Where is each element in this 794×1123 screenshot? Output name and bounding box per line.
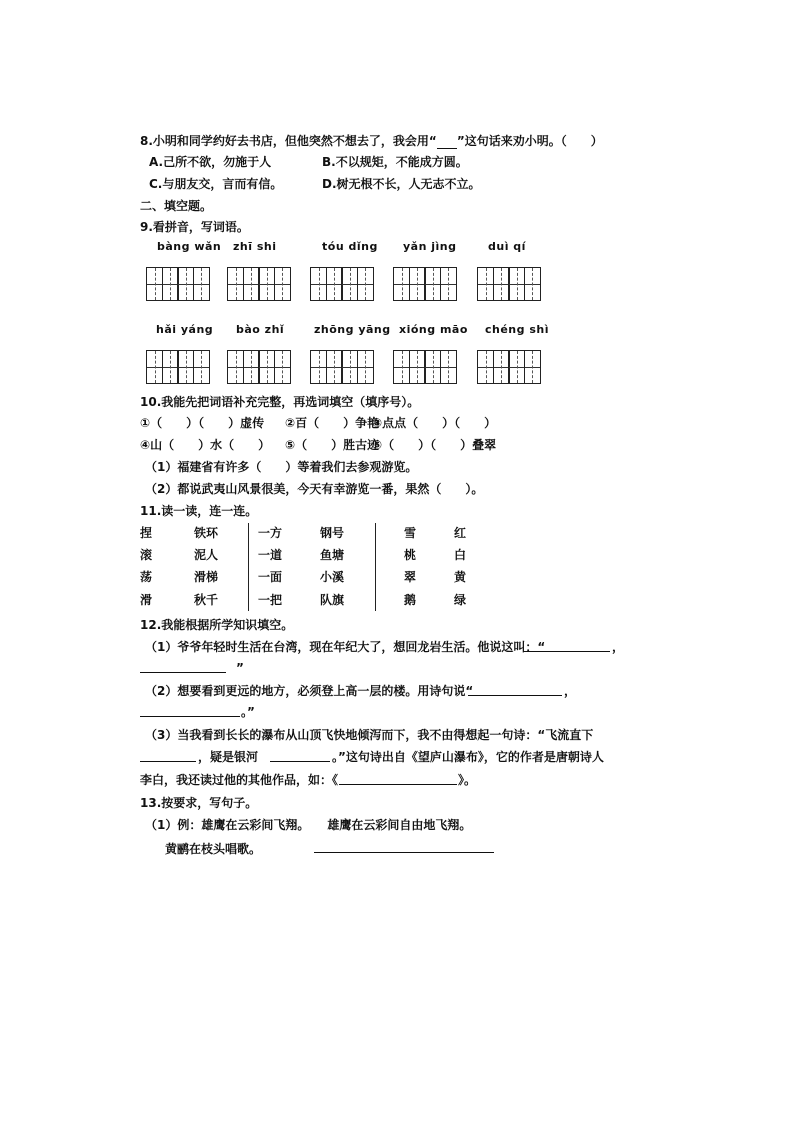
match-measure-4[interactable]: 一把: [258, 593, 283, 607]
q12-s1: （1）爷爷年轻时生活在台湾，现在年纪大了，想回龙岩生活。他说这叫：“: [145, 640, 546, 654]
match-measure-2[interactable]: 一道: [258, 548, 283, 562]
q12-s1-close: ”: [236, 661, 244, 675]
q12-s1-blank-2[interactable]: [140, 672, 226, 673]
match-color-4[interactable]: 绿: [454, 593, 467, 607]
q12-s2: （2）想要看到更远的地方，必须登上高一层的楼。用诗句说“: [145, 684, 474, 698]
q8-stem: [140, 133, 603, 149]
pinyin-1-3: tóu dǐng: [322, 240, 378, 253]
match-thing-4[interactable]: 鹅: [404, 593, 417, 607]
divider-2: [375, 523, 376, 611]
pinyin-1-1: bàng wǎn: [157, 240, 222, 253]
match-thing-3[interactable]: 翠: [404, 570, 417, 584]
q11-title: 11.读一读，连一连。: [140, 504, 258, 518]
match-thing-1[interactable]: 雪: [404, 526, 417, 540]
match-left-4[interactable]: 滑: [140, 593, 153, 607]
q8-stem-a: 8.小明和同学约好去书店，但他突然不想去了，我会用“: [140, 134, 437, 148]
divider-1: [248, 523, 249, 611]
match-left-3[interactable]: 荡: [140, 570, 153, 584]
writing-grid-2-1[interactable]: [146, 350, 208, 384]
pinyin-2-3: zhōng yāng: [314, 323, 391, 336]
match-measure-3[interactable]: 一面: [258, 570, 283, 584]
writing-grid-2-2[interactable]: [227, 350, 289, 384]
q12-s3-blank-2[interactable]: [270, 761, 330, 762]
pinyin-1-4: yǎn jìng: [403, 240, 457, 253]
match-color-3[interactable]: 黄: [454, 570, 467, 584]
q12-s2-comma: ，: [564, 684, 577, 698]
q8-option-b[interactable]: B.不以规矩，不能成方圆。: [322, 155, 468, 169]
match-color-1[interactable]: 红: [454, 526, 467, 540]
q13-answer-line[interactable]: [314, 852, 494, 853]
writing-grid-2-3[interactable]: [310, 350, 372, 384]
pinyin-2-2: bào zhǐ: [236, 323, 285, 336]
q10-title: 10.我能先把词语补充完整，再选词填空（填序号）。: [140, 395, 420, 409]
match-mid-1[interactable]: 铁环: [194, 526, 219, 540]
q13-task: 黄鹂在枝头唱歌。: [165, 842, 262, 856]
q10-item-2[interactable]: ②百（ ）争艳: [285, 416, 380, 430]
section-2-heading: 二、填空题。: [140, 199, 213, 213]
q8-option-d[interactable]: D.树无根不长，人无志不立。: [322, 177, 481, 191]
pinyin-2-5: chéng shì: [485, 323, 549, 336]
q12-s2-blank-1[interactable]: [468, 695, 562, 696]
writing-grid-1-1[interactable]: [146, 267, 208, 301]
q12-s3-line3: 李白，我还读过他的其他作品，如：《: [140, 773, 339, 787]
writing-grid-2-4[interactable]: [393, 350, 455, 384]
q10-item-6[interactable]: ⑥（ ）（ ）叠翠: [372, 438, 497, 452]
q12-s3-blank-3[interactable]: [339, 784, 457, 785]
match-mid-2[interactable]: 泥人: [194, 548, 219, 562]
writing-grid-2-5[interactable]: [477, 350, 539, 384]
match-thing-2[interactable]: 桃: [404, 548, 417, 562]
match-mid-3[interactable]: 滑梯: [194, 570, 219, 584]
match-noun-2[interactable]: 鱼塘: [320, 548, 345, 562]
q10-item-4[interactable]: ④山（ ）水（ ）: [140, 438, 271, 452]
q12-title: 12.我能根据所学知识填空。: [140, 618, 294, 632]
match-left-1[interactable]: 捏: [140, 526, 153, 540]
writing-grid-1-3[interactable]: [310, 267, 372, 301]
match-measure-1[interactable]: 一方: [258, 526, 283, 540]
q12-s3-mid: ，疑是银河: [198, 750, 259, 764]
q10-item-5[interactable]: ⑤（ ）胜古迹: [285, 438, 380, 452]
q10-sentence-1[interactable]: （1）福建省有许多（ ）等着我们去参观游览。: [145, 460, 418, 474]
q12-s3-line3-end: 》。: [458, 773, 477, 787]
pinyin-2-4: xióng māo: [399, 323, 468, 336]
writing-grid-1-5[interactable]: [477, 267, 539, 301]
writing-grid-1-2[interactable]: [227, 267, 289, 301]
q12-s3: （3）当我看到长长的瀑布从山顶飞快地倾泻而下，我不由得想起一句诗：“飞流直下: [145, 728, 594, 742]
match-noun-4[interactable]: 队旗: [320, 593, 345, 607]
q10-sentence-2[interactable]: （2）都说武夷山风景很美，今天有幸游览一番，果然（ ）。: [145, 482, 484, 496]
writing-grid-1-4[interactable]: [393, 267, 455, 301]
match-color-2[interactable]: 白: [454, 548, 467, 562]
q13-title: 13.按要求，写句子。: [140, 796, 258, 810]
match-left-2[interactable]: 滚: [140, 548, 153, 562]
q8-option-a[interactable]: A.己所不欲，勿施于人: [149, 155, 272, 169]
q13-example: （1）例：雄鹰在云彩间飞翔。 雄鹰在云彩间自由地飞翔。: [145, 818, 472, 832]
q8-option-c[interactable]: C.与朋友交，言而有信。: [149, 177, 283, 191]
q8-blank[interactable]: [437, 136, 457, 149]
pinyin-1-5: duì qí: [488, 240, 526, 253]
q12-s2-blank-2[interactable]: [140, 716, 240, 717]
pinyin-1-2: zhī shi: [233, 240, 277, 253]
q8-stem-b: ”这句话来劝小明。（ ）: [456, 134, 603, 148]
q9-title: 9.看拼音，写词语。: [140, 220, 249, 234]
q12-s1-comma: ，: [612, 640, 625, 654]
match-noun-3[interactable]: 小溪: [320, 570, 345, 584]
match-noun-1[interactable]: 钢号: [320, 526, 345, 540]
q12-s1-blank-1[interactable]: [524, 651, 610, 652]
q12-s3-end: 。”这句诗出自《望庐山瀑布》，它的作者是唐朝诗人: [332, 750, 604, 764]
q10-item-1[interactable]: ①（ ）（ ）虚传: [140, 416, 265, 430]
q12-s3-blank-1[interactable]: [140, 761, 196, 762]
q12-s2-close: 。”: [241, 705, 255, 719]
q10-item-3[interactable]: ③点点（ ）（ ）: [372, 416, 497, 430]
pinyin-2-1: hǎi yáng: [156, 323, 214, 336]
match-mid-4[interactable]: 秋千: [194, 593, 219, 607]
